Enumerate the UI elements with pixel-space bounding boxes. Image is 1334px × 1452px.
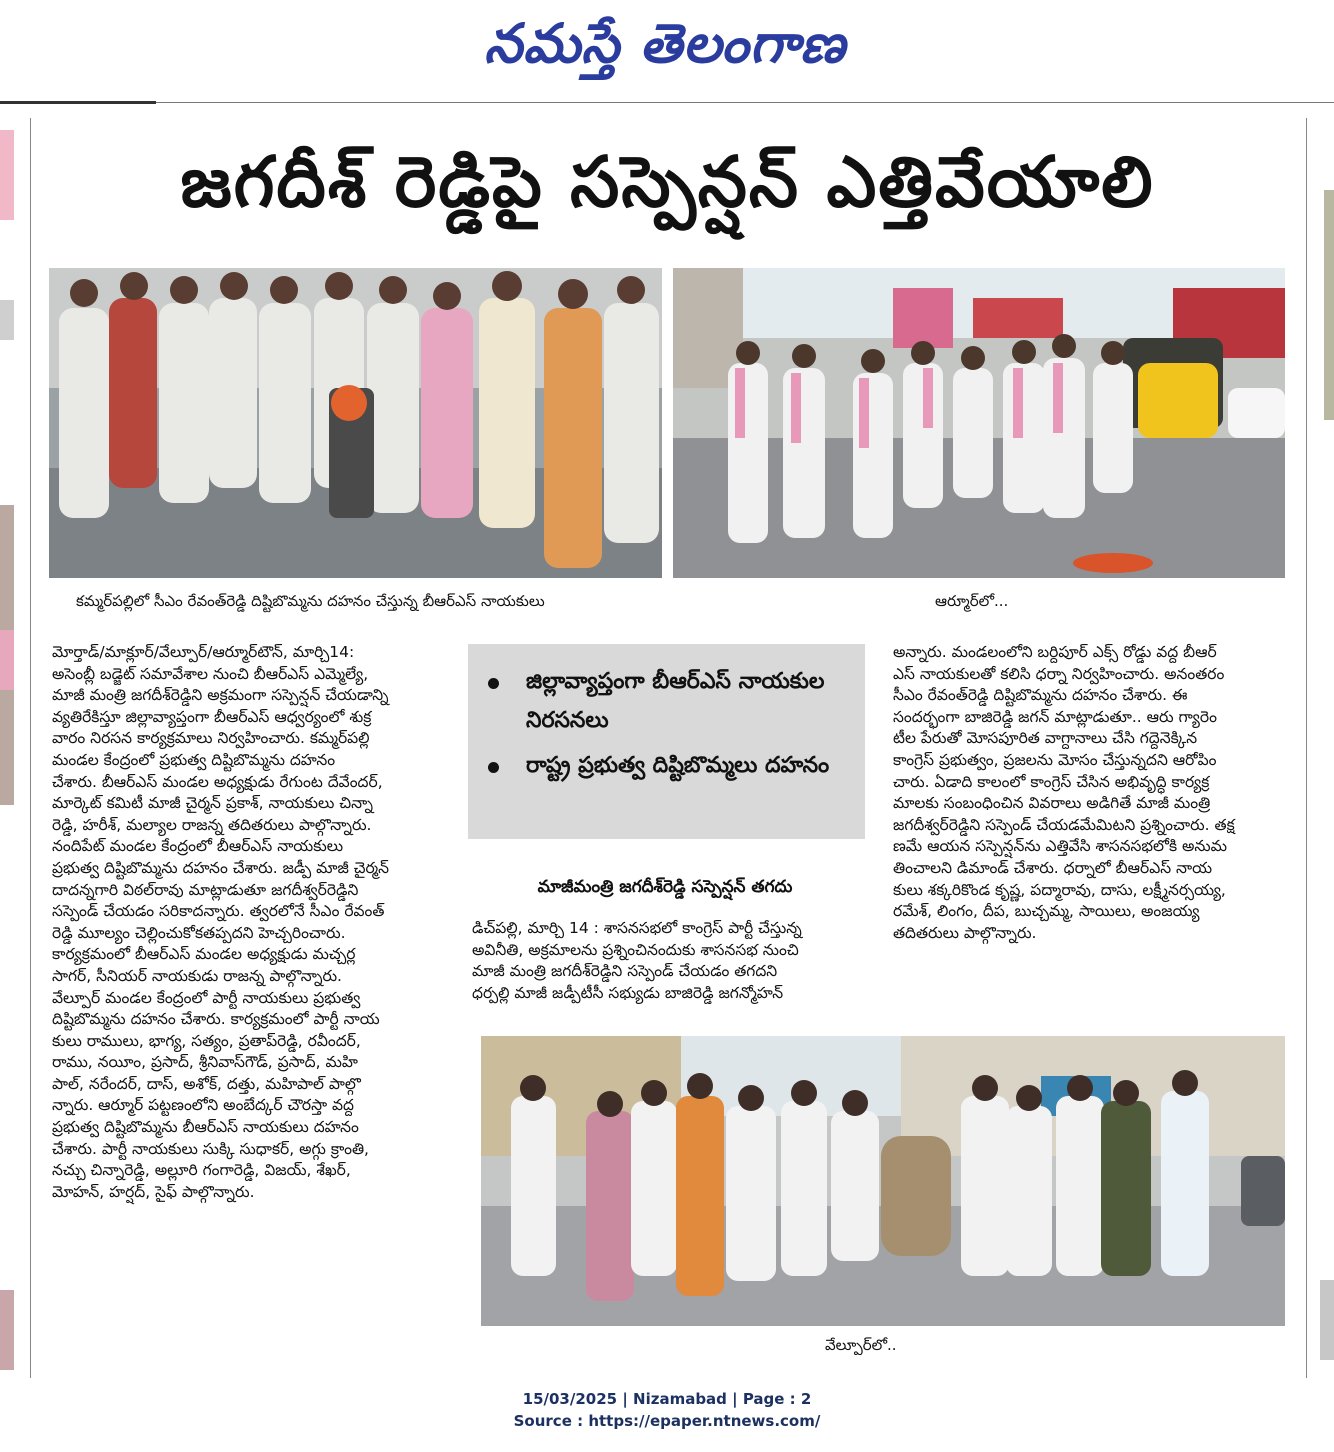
text-line: అసెంబ్లీ బడ్జెట్ సమావేశాల నుంచి బీఆర్‌ఎస్ ఎమ్మెల్యే, [52,664,369,683]
text-line: అన్నారు. మండలంలోని బర్దిపూర్ ఎక్స్ రోడ్డు వద్ద బీఆర్ [893,643,1217,661]
text-line: మాలకు సంబంధించిన వివరాలు అడిగితే మాజీ మంత్రి [893,794,1211,813]
highlight-item: రాష్ట్ర ప్రభుత్వ దిష్టిబొమ్మలు దహనం [488,746,849,785]
text-line: నచ్చు చిన్నారెడ్డి, అల్లూరి గంగారెడ్డి, విజయ్, శేఖర్, [52,1161,351,1180]
text-line: దిష్టిబొమ్మను దహనం చేశారు. కార్యక్రమంలో పార్టీ నాయ [52,1010,380,1029]
text-line: మోహన్, హర్షద్, సైఫ్ పాల్గొన్నారు. [52,1182,255,1201]
text-line: రమేశ్, లింగం, దీప, బుచ్చమ్మ, సాయిలు, అంజయ్య [893,902,1200,921]
text-line: మార్కెట్ కమిటీ మాజీ చైర్మన్ ప్రకాశ్, నాయకులు చిన్నా [52,794,373,813]
text-line: దాదన్నగారి విఠల్‌రావు మాట్లాడుతూ జగదీశ్వర్‌రెడ్డిని [52,880,359,899]
caption-photo-kammarpally: కమ్మర్‌పల్లిలో సీఎం రేవంత్‌రెడ్డి దిష్టిబొమ్మను దహనం చేస్తున్న బీఆర్‌ఎస్ నాయకులు [76,592,545,610]
text-line: జగదీశ్వర్‌రెడ్డిని సస్పెండ్ చేయడమేమిటని ప్రశ్నించారు. తక్ష [893,815,1235,834]
text-line: కార్యక్రమంలో బీఆర్‌ఎస్ మండల అధ్యక్షుడు మచ్చర్ల [52,945,356,964]
text-line: సాగర్, సీనియర్ నాయకుడు రాజన్న పాల్గొన్నారు. [52,966,342,985]
sub-article-body [472,918,864,1004]
text-line: న్నారు. ఆర్మూర్ పట్టణంలోని అంబేద్కర్ చౌరస్తా వద్ద [52,1096,354,1115]
edition-info: 15/03/2025 | Nizamabad | Page : 2 [522,1390,812,1408]
text-line: ప్రభుత్వ దిష్టిబొమ్మను బీఆర్‌ఎస్ నాయకులు దహనం [52,1118,359,1137]
text-line: ప్రభుత్వ దిష్టిబొమ్మను దహనం చేశారు. జడ్పీ మాజీ చైర్మన్ [52,858,390,877]
text-line: నందిపేట్ మండల కేంద్రంలో బీఆర్‌ఎస్ నాయకులు [52,837,344,856]
masthead-rule-accent [0,101,156,104]
text-line: పాల్, నరేందర్, దాస్, అశోక్, దత్తు, మహిపాల్ పాల్గొ [52,1074,361,1093]
article-column-3 [893,642,1287,944]
adjacent-article-left [0,110,14,1370]
text-line: కులు రాములు, భాగ్య, సత్యం, ప్రతాప్‌రెడ్డి, రవీందర్, [52,1031,361,1050]
adjacent-article-right [1298,110,1334,1370]
text-line: తదితరులు పాల్గొన్నారు. [893,923,1037,942]
bullet-icon [488,762,499,773]
text-line: డిచ్‌పల్లి, మార్చి 14 : శాసనసభలో కాంగ్రెస్ పార్టీ చేస్తున్న [472,919,802,937]
text-line: అవినీతి, అక్రమాలను ప్రశ్నించినందుకు శాసనసభ నుంచి [472,940,799,959]
caption-photo-armoor: ఆర్మూర్‌లో... [935,592,1009,610]
text-line: మాజీ మంత్రి జగదీశ్‌రెడ్డిని సస్పెండ్ చేయడం తగదని [472,962,778,981]
newspaper-logo: నమస్తే తెలంగాణ [484,11,846,75]
text-line: ధర్పల్లి మాజీ జడ్పీటీసీ సభ్యుడు బాజిరెడ్డి జగన్మోహన్ [472,983,784,1002]
highlights-box [468,644,865,839]
text-line: వ్యతిరేకిస్తూ జిల్లావ్యాప్తంగా బీఆర్‌ఎస్ ఆధ్వర్యంలో శుక్ర [52,707,372,726]
text-line: మోర్తాడ్/మాక్లూర్/వేల్పూర్/ఆర్మూర్‌టౌన్, మార్చి14: [52,643,355,661]
text-line: టీల పేరుతో మోసపూరిత వాగ్దానాలు చేసి గద్దెనెక్కిన [893,729,1198,748]
sub-article-heading: మాజీమంత్రి జగదీశ్‌రెడ్డి సస్పెన్షన్ తగదు [537,877,793,897]
text-line: కులు శక్కరికొండ కృష్ణ, పద్మారావు, దాసు, లక్ష్మీనర్సయ్య, [893,880,1226,899]
bullet-icon [488,678,499,689]
page-footer [0,1388,1334,1432]
source-link[interactable]: Source : https://epaper.ntnews.com/ [513,1412,821,1430]
masthead-rule [0,102,1334,103]
text-line: కాంగ్రెస్ ప్రభుత్వం, ప్రజలను మోసం చేస్తున్నదని ఆరోపిం [893,750,1217,769]
highlight-item: జిల్లావ్యాప్తంగా బీఆర్‌ఎస్ నాయకుల నిరసనలు [488,662,849,740]
text-line: సస్పెండ్ చేయడం సరికాదన్నారు. త్వరలోనే సీఎం రేవంత్ [52,902,385,921]
photo-velpur-protest [481,1036,1285,1326]
text-line: వేల్పూర్ మండల కేంద్రంలో పార్టీ నాయకులు ప్రభుత్వ [52,988,361,1007]
text-line: చేశారు. బీఆర్‌ఎస్ మండల అధ్యక్షుడు రేగుంట దేవేందర్, [52,772,383,791]
photo-kammarpally-protest [49,268,662,578]
text-line: మండల కేంద్రంలో ప్రభుత్వ దిష్టిబొమ్మను దహనం [52,750,336,769]
text-line: రాము, నయీం, ప్రసాద్, శ్రీనివాస్‌గౌడ్, ప్రసాద్, మహి [52,1053,358,1072]
text-line: వారం నిరసన కార్యక్రమాలు నిర్వహించారు. కమ్మర్‌పల్లి [52,729,370,748]
caption-photo-velpur: వేల్పూర్‌లో.. [825,1336,897,1354]
article-headline: జగదీశ్ రెడ్డిపై సస్పెన్షన్ ఎత్తివేయాలి [180,141,1155,223]
masthead [0,0,1334,100]
column-divider-left [30,118,31,1378]
text-line: ఎస్ నాయకులతో కలిసి ధర్నా నిర్వహించారు. అనంతరం [893,664,1225,683]
column-divider-right [1306,118,1307,1378]
photo-armoor-protest [673,268,1285,578]
text-line: సందర్భంగా బాజిరెడ్డి జగన్ మాట్లాడుతూ.. ఆరు గ్యారెం [893,707,1217,726]
text-line: చారు. ఏడాది కాలంలో కాంగ్రెస్ చేసిన అభివృద్ధి కార్యక్ర [893,772,1210,791]
text-line: చేశారు. పార్టీ నాయకులు సుక్కి సుధాకర్, అగ్గు క్రాంతి, [52,1139,369,1158]
text-line: తించాలని డిమాండ్ చేశారు. ధర్నాలో బీఆర్‌ఎస్ నాయ [893,858,1213,877]
text-line: రెడ్డి మూల్యం చెల్లించుకోకతప్పదని హెచ్చరించారు. [52,923,346,942]
text-line: ణమే ఆయన సస్పెన్షన్‌ను ఎత్తివేసి శాసనసభలోకి అనుమ [893,837,1228,856]
text-line: రెడ్డి, హరీశ్, మల్యాల రాజన్న తదితరులు పాల్గొన్నారు. [52,815,372,834]
text-line: మాజీ మంత్రి జగదీశ్‌రెడ్డిని అక్రమంగా సస్పెన్షన్ చేయడాన్ని [52,686,389,705]
article-column-1 [52,642,447,1203]
text-line: సీఎం రేవంత్‌రెడ్డి దిష్టిబొమ్మను దహనం చేశారు. ఈ [893,686,1188,705]
